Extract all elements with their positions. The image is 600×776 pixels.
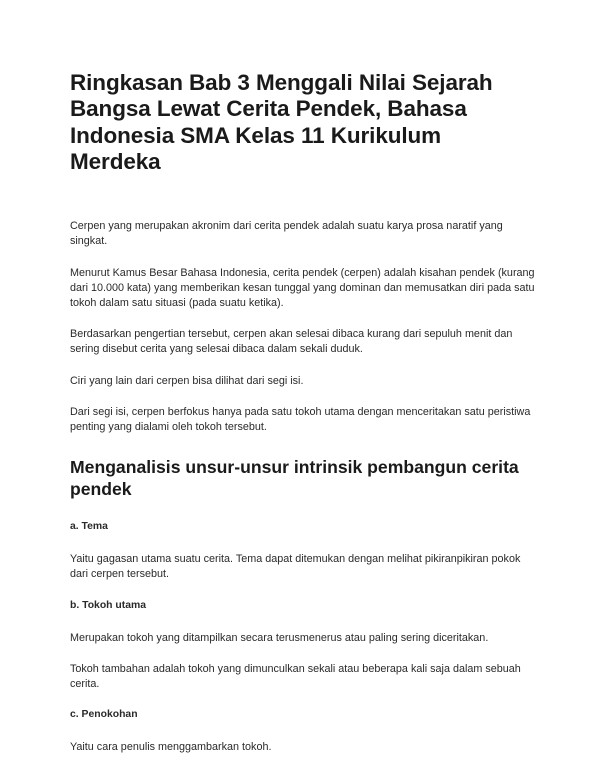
tokoh-paragraph-1: Merupakan tokoh yang ditampilkan secara terusmenerus atau paling sering diceritakan. — [70, 631, 489, 644]
penokohan-paragraph-1: Yaitu cara penulis menggambarkan tokoh. — [70, 741, 272, 754]
section-heading: Menganalisis unsur-unsur intrinsik pembangun cerita pendek — [70, 457, 519, 499]
intro-paragraph-3: Berdasarkan pengertian tersebut, cerpen akan selesai dibaca kurang dari sepuluh menit dan sering disebut cerita yang selesai dibaca dalam sekali duduk. — [70, 328, 513, 356]
intro-paragraph-4: Ciri yang lain dari cerpen bisa dilihat dari segi isi. — [70, 374, 304, 387]
penokohan-section — [70, 708, 535, 755]
tokoh-heading: b. Tokoh utama — [70, 599, 147, 611]
intro-paragraph-5: Dari segi isi, cerpen berfokus hanya pada satu tokoh utama dengan menceritakan satu peristiwa penting yang dialami oleh tokoh tersebut. — [70, 405, 531, 434]
tokoh-paragraph-2: Tokoh tambahan adalah tokoh yang dimunculkan sekali atau beberapa kali saja dalam sebuah cerita. — [70, 662, 521, 691]
tema-section — [70, 520, 535, 582]
tema-heading: a. Tema — [70, 521, 108, 533]
penokohan-heading: c. Penokohan — [70, 709, 138, 721]
intro-section — [70, 219, 535, 435]
tokoh-section — [70, 599, 535, 693]
intro-paragraph-2: Menurut Kamus Besar Bahasa Indonesia, cerita pendek (cerpen) adalah kisahan pendek (kurang dari 10.000 kata) yang memberikan kesan tunggal yang dominan dan memusatkan diri pada satu tokoh dalam satu situasi (pada suatu ketika). — [70, 266, 535, 309]
document-page — [70, 70, 535, 771]
document-title: Ringkasan Bab 3 Menggali Nilai Sejarah Bangsa Lewat Cerita Pendek, Bahasa Indonesia SMA Kelas 11 Kurikulum Merdeka — [70, 70, 493, 174]
tema-paragraph-1: Yaitu gagasan utama suatu cerita. Tema dapat ditemukan dengan melihat pikiranpikiran pokok dari cerpen tersebut. — [70, 553, 521, 581]
intro-paragraph-1: Cerpen yang merupakan akronim dari cerita pendek adalah suatu karya prosa naratif yang singkat. — [70, 220, 503, 248]
